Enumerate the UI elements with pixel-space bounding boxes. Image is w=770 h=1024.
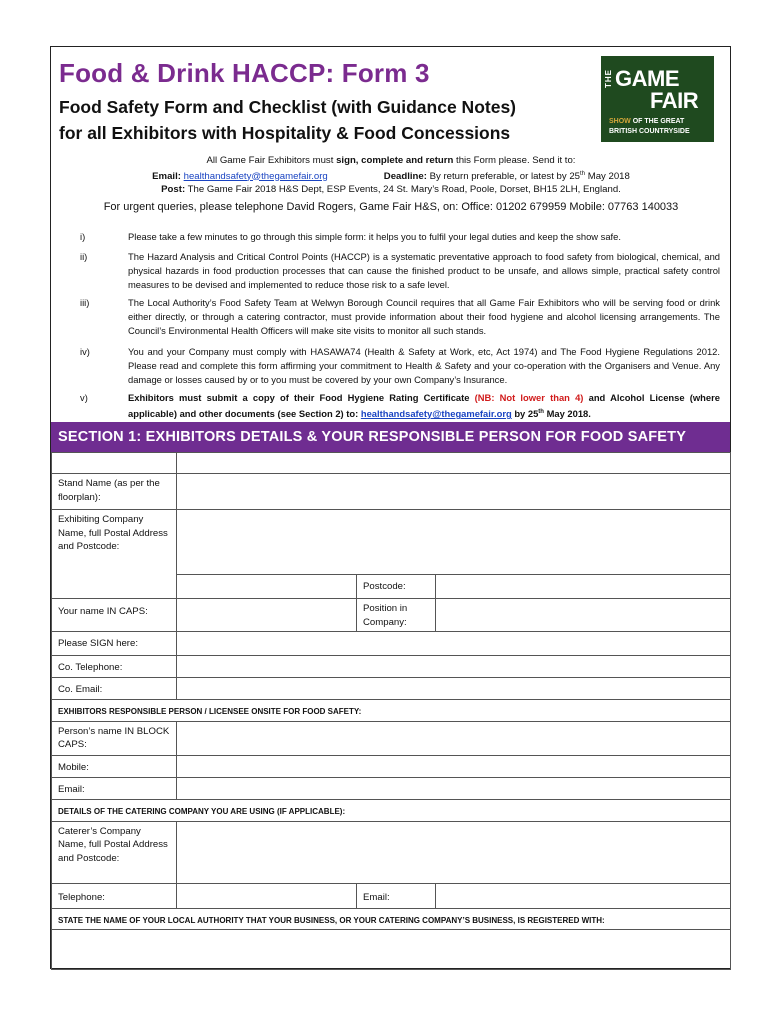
note-v-part3: by 25 (511, 408, 539, 420)
deadline-sup: th (580, 170, 586, 177)
stand-name-label: Stand Name (as per the floorplan): (52, 474, 177, 510)
responsible-person-heading: EXHIBITORS RESPONSIBLE PERSON / LICENSEE ONSITE FOR FOOD SAFETY: (52, 700, 731, 722)
post-address: The Game Fair 2018 H&S Dept, ESP Events, 24 St. Mary’s Road, Poole, Dorset, BH15 2LH, England. (187, 184, 621, 196)
note-v-red-text: (NB: Not lower than 4) (474, 392, 584, 403)
caterer-telephone-label: Telephone: (52, 883, 177, 908)
note-v-part4: May 2018. (543, 408, 591, 420)
note-v-part2: and Alcohol License (where applicable) and other documents (see Section 2) to: (128, 392, 720, 420)
urgent-queries: For urgent queries, please telephone David Rogers, Game Fair H&S, on: Office: 01202 679959 Mobile: 07763 140033 (103, 201, 679, 213)
note-text: You and your Company must comply with HASAWA74 (Health & Safety at Work, etc, Act 1974) and The Food Hygiene Regulations 2012. Please read and complete this form affirming your commitment to Health & Safety and your co-operation with the Organisers and Venue. Any damage or losses caused by or to you must be covered by your own Company’s Insurance. (128, 346, 720, 385)
company-address-label: Exhibiting Company Name, full Postal Address and Postcode: (52, 510, 177, 599)
signature-label: Please SIGN here: (52, 632, 177, 656)
person-name-label: Person’s name IN BLOCK CAPS: (52, 721, 177, 755)
exhibitor-details-table (51, 452, 731, 970)
caterer-email-label: Email: (357, 883, 436, 908)
note-text: The Hazard Analysis and Critical Control Points (HACCP) is a systematic preventative approach to food safety from biological, chemical, and physical hazards in food production processes that can cause the finished product to be unsafe, and allows simple, practical safety control measures to be devised and implemented to reduce those risk to a safe level. (128, 251, 720, 290)
person-name-field[interactable] (177, 721, 731, 755)
table-row (52, 656, 731, 678)
position-field[interactable] (436, 599, 731, 632)
note-number: v) (80, 392, 88, 403)
table-row (52, 721, 731, 755)
company-telephone-field[interactable] (177, 656, 731, 678)
table-row (52, 883, 731, 908)
table-row (52, 632, 731, 656)
mobile-label: Mobile: (52, 755, 177, 777)
note-text: Please take a few minutes to go through this simple form: it helps you to fulfil your legal duties and keep the show safe. (128, 231, 621, 242)
table-row (52, 510, 731, 575)
intro-line2 (56, 168, 726, 184)
postcode-label: Postcode: (357, 575, 436, 599)
table-row (52, 908, 731, 930)
intro-line1-pre: All Game Fair Exhibitors must (206, 155, 337, 166)
game-fair-logo (601, 56, 714, 142)
logo-tagline-accent: SHOW (609, 118, 631, 125)
form-header (56, 52, 726, 152)
intro-line1-bold: sign, complete and return (336, 155, 454, 166)
local-authority-field[interactable] (52, 930, 731, 970)
page-title: Food & Drink HACCP: Form 3 (59, 58, 430, 88)
page-subtitle-line2: for all Exhibitors with Hospitality & Food Concessions (59, 123, 511, 143)
intro-line3 (56, 183, 726, 197)
blank-field[interactable] (177, 453, 731, 474)
caterer-address-field[interactable] (177, 821, 731, 883)
company-telephone-label: Co. Telephone: (52, 656, 177, 678)
signature-field[interactable] (177, 632, 731, 656)
mobile-field[interactable] (177, 755, 731, 777)
logo-fair-text: FAIR (650, 88, 699, 113)
note-number: iv) (80, 346, 90, 357)
table-row (52, 777, 731, 799)
company-address-field-continued[interactable] (177, 575, 357, 599)
caterer-telephone-field[interactable] (177, 883, 357, 908)
deadline-label: Deadline: (383, 170, 427, 182)
note-number: i) (80, 231, 86, 242)
note-text: The Local Authority’s Food Safety Team at Welwyn Borough Council requires that all Game Fair Exhibitors who will be serving food or drink either directly, or through a catering contractor, must provide information about their food hygiene and alcohol licensing arrangements. The Council’s Environmental Health Officers will make site visits to monitor all such stands. (128, 297, 720, 336)
person-email-label: Email: (52, 777, 177, 799)
table-row (52, 599, 731, 632)
email-label: Email: (152, 170, 181, 182)
logo-the-text: THE (604, 69, 613, 88)
logo-game-text: GAME (615, 66, 679, 91)
deadline-text: By return preferable, or latest by 25 (429, 170, 581, 182)
table-row (52, 821, 731, 883)
section1-header: SECTION 1: EXHIBITORS DETAILS & YOUR RESPONSIBLE PERSON FOR FOOD SAFETY (51, 422, 730, 452)
table-row (52, 474, 731, 510)
caterer-address-label: Caterer’s Company Name, full Postal Address and Postcode: (52, 821, 177, 883)
position-label: Position in Company: (357, 599, 436, 632)
note-number: ii) (80, 251, 88, 262)
company-email-label: Co. Email: (52, 678, 177, 700)
note-text (128, 391, 720, 421)
table-row (52, 453, 731, 474)
logo-tagline-line1 (609, 118, 684, 125)
catering-company-heading: DETAILS OF THE CATERING COMPANY YOU ARE USING (IF APPLICABLE): (52, 799, 731, 821)
person-email-field[interactable] (177, 777, 731, 799)
table-row (52, 799, 731, 821)
email-link[interactable]: healthandsafety@thegamefair.org (183, 170, 328, 182)
company-email-field[interactable] (177, 678, 731, 700)
post-label: Post: (161, 184, 186, 196)
logo-tagline-line2: BRITISH COUNTRYSIDE (609, 128, 690, 135)
page-subtitle-line1: Food Safety Form and Checklist (with Guidance Notes) (59, 97, 516, 117)
intro-block (56, 154, 726, 197)
note-number: iii) (80, 297, 90, 308)
table-row (52, 755, 731, 777)
postcode-field[interactable] (436, 575, 731, 599)
intro-line1 (56, 154, 726, 168)
deadline-end: May 2018 (585, 170, 630, 182)
table-row (52, 930, 731, 970)
stand-name-field[interactable] (177, 474, 731, 510)
table-row (52, 700, 731, 722)
your-name-field[interactable] (177, 599, 357, 632)
company-address-field[interactable] (177, 510, 731, 575)
caterer-email-field[interactable] (436, 883, 731, 908)
note-v-part1: Exhibitors must submit a copy of their Food Hygiene Rating Certificate (128, 392, 475, 403)
note-v-sup: th (538, 409, 544, 415)
local-authority-heading: STATE THE NAME OF YOUR LOCAL AUTHORITY THAT YOUR BUSINESS, OR YOUR CATERING COMPANY’S BUSINESS, IS REGISTERED WITH: (52, 908, 731, 930)
intro-line1-post: this Form please. Send it to: (453, 155, 576, 166)
blank-cell (52, 453, 177, 474)
logo-tagline-rest: OF THE GREAT (630, 118, 685, 125)
table-row (52, 678, 731, 700)
your-name-label: Your name IN CAPS: (52, 599, 177, 632)
note-v-email-link[interactable]: healthandsafety@thegamefair.org (360, 408, 512, 420)
